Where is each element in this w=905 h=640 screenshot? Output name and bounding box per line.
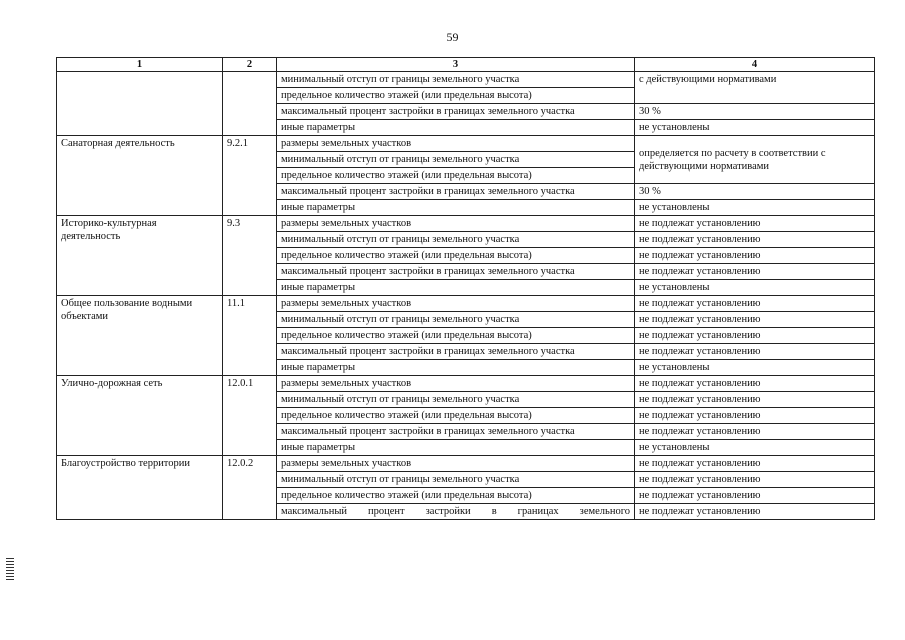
value-cell: не установлены <box>635 360 875 376</box>
value-cell: не подлежат установлению <box>635 408 875 424</box>
header-row <box>57 58 875 72</box>
header-col-4: 4 <box>635 58 875 72</box>
param-cell: предельное количество этажей (или предельная высота) <box>277 168 635 184</box>
code-cell: 9.2.1 <box>223 136 277 216</box>
header-col-1: 1 <box>57 58 223 72</box>
value-cell: определяется по расчету в соответствии с действующими нормативами <box>635 136 875 184</box>
use-type-cell: Историко-культурная деятельность <box>57 216 223 296</box>
param-cell: минимальный отступ от границы земельного участка <box>277 472 635 488</box>
margin-mark <box>6 558 14 580</box>
use-type-cell: Общее пользование водными объектами <box>57 296 223 376</box>
value-cell: не подлежат установлению <box>635 264 875 280</box>
param-cell: иные параметры <box>277 440 635 456</box>
param-cell: минимальный отступ от границы земельного участка <box>277 312 635 328</box>
param-cell: размеры земельных участков <box>277 456 635 472</box>
param-cell: предельное количество этажей (или предельная высота) <box>277 328 635 344</box>
value-cell: не установлены <box>635 200 875 216</box>
code-cell: 12.0.2 <box>223 456 277 520</box>
use-type-cell: Санаторная деятельность <box>57 136 223 216</box>
param-cell: размеры земельных участков <box>277 296 635 312</box>
value-cell: не подлежат установлению <box>635 424 875 440</box>
param-cell: иные параметры <box>277 360 635 376</box>
value-cell: с действующими нормативами <box>635 72 875 104</box>
value-cell: не установлены <box>635 440 875 456</box>
param-cell: размеры земельных участков <box>277 136 635 152</box>
code-cell: 11.1 <box>223 296 277 376</box>
param-cell: предельное количество этажей (или предельная высота) <box>277 488 635 504</box>
regulations-table <box>56 57 875 520</box>
param-cell: иные параметры <box>277 200 635 216</box>
code-cell <box>223 72 277 136</box>
value-cell: не подлежат установлению <box>635 248 875 264</box>
param-cell: максимальный процент застройки в границах земельного участка <box>277 264 635 280</box>
param-cell: иные параметры <box>277 280 635 296</box>
value-cell: 30 % <box>635 104 875 120</box>
value-cell: 30 % <box>635 184 875 200</box>
value-cell: не подлежат установлению <box>635 504 875 520</box>
use-type-cell: Благоустройство территории <box>57 456 223 520</box>
table-row <box>57 72 875 88</box>
table-row <box>57 136 875 152</box>
value-cell: не подлежат установлению <box>635 376 875 392</box>
use-type-cell <box>57 72 223 136</box>
value-cell: не подлежат установлению <box>635 392 875 408</box>
param-cell: максимальный процент застройки в границах земельного участка <box>277 344 635 360</box>
value-cell: не подлежат установлению <box>635 456 875 472</box>
header-col-3: 3 <box>277 58 635 72</box>
code-cell: 9.3 <box>223 216 277 296</box>
use-type-cell: Улично-дорожная сеть <box>57 376 223 456</box>
value-cell: не подлежат установлению <box>635 344 875 360</box>
param-cell: максимальный процент застройки в границах земельного участка <box>277 424 635 440</box>
value-cell: не подлежат установлению <box>635 216 875 232</box>
param-cell: минимальный отступ от границы земельного участка <box>277 232 635 248</box>
param-cell: предельное количество этажей (или предельная высота) <box>277 88 635 104</box>
param-cell: иные параметры <box>277 120 635 136</box>
value-cell: не подлежат установлению <box>635 296 875 312</box>
value-cell: не подлежат установлению <box>635 488 875 504</box>
value-cell: не подлежат установлению <box>635 328 875 344</box>
value-cell: не установлены <box>635 280 875 296</box>
header-col-2: 2 <box>223 58 277 72</box>
param-cell: минимальный отступ от границы земельного участка <box>277 72 635 88</box>
table-row <box>57 216 875 232</box>
param-cell: максимальный процент застройки в границах земельного участка <box>277 104 635 120</box>
table-row <box>57 296 875 312</box>
value-cell: не установлены <box>635 120 875 136</box>
value-cell: не подлежат установлению <box>635 232 875 248</box>
param-cell: максимальный процент застройки в границах земельного участка <box>277 184 635 200</box>
table-row <box>57 456 875 472</box>
value-cell: не подлежат установлению <box>635 312 875 328</box>
param-cell: размеры земельных участков <box>277 216 635 232</box>
param-cell: размеры земельных участков <box>277 376 635 392</box>
param-cell: максимальный процент застройки в границах земельного <box>277 504 635 520</box>
table-row <box>57 376 875 392</box>
page-number: 59 <box>446 30 459 44</box>
param-cell: предельное количество этажей (или предельная высота) <box>277 248 635 264</box>
param-cell: предельное количество этажей (или предельная высота) <box>277 408 635 424</box>
param-cell: минимальный отступ от границы земельного участка <box>277 152 635 168</box>
value-cell: не подлежат установлению <box>635 472 875 488</box>
code-cell: 12.0.1 <box>223 376 277 456</box>
param-cell: минимальный отступ от границы земельного участка <box>277 392 635 408</box>
